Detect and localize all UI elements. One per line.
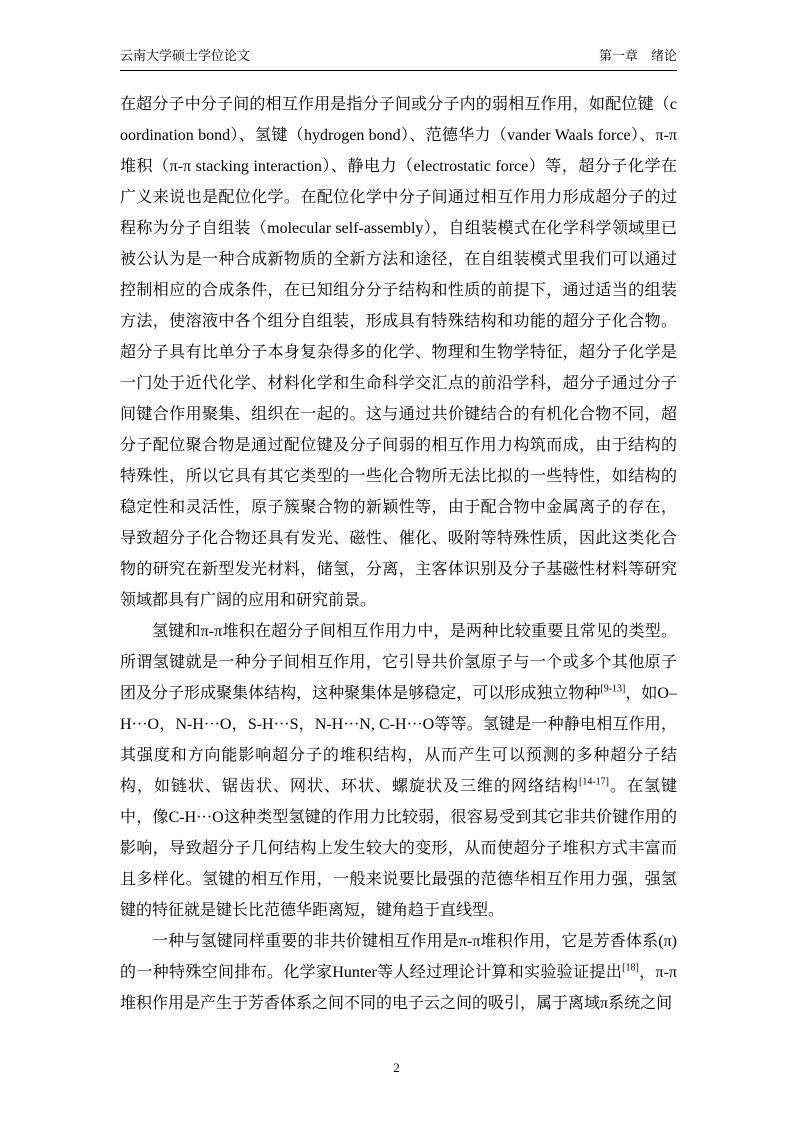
paragraph-3 — [120, 926, 677, 1019]
paragraph-3-part-2: ，π-π堆积作用是产生于芳香体系之间不同的电子云之间的吸引，属于离域π系统之间 — [120, 964, 677, 1012]
citation-9-13: [9-13] — [600, 683, 626, 695]
paragraph-1: 在超分子中分子间的相互作用是指分子间或分子内的弱相互作用，如配位键（coordination bond）、氢键（hydrogen bond）、范德华力（vander Waals force）、π-π堆积（π-π stacking interaction）、静电力（electrostatic force）等，超分子化学在广义来说也是配位化学。在配位化学中分子间通过相互作用力形成超分子的过程称为分子自组装（molecular self-assembly），自组装模式在化学科学领域里已被公认为是一种合成新物质的全新方法和途径，在自组装模式里我们可以通过控制相应的合成条件，在已知组分分子结构和性质的前提下，通过适当的组装方法，使溶液中各个组分自组装，形成具有特殊结构和功能的超分子化合物。超分子具有比单分子本身复杂得多的化学、物理和生物学特征，超分子化学是一门处于近代化学、材料化学和生命科学交汇点的前沿学科，超分子通过分子间键合作用聚集、组织在一起的。这与通过共价键结合的有机化合物不同，超分子配位聚合物是通过配位键及分子间弱的相互作用力构筑而成，由于结构的特殊性，所以它具有其它类型的一些化合物所无法比拟的一些特性，如结构的稳定性和灵活性，原子簇聚合物的新颖性等，由于配合物中金属离子的存在，导致超分子化合物还具有发光、磁性、催化、吸附等特殊性质，因此这类化合物的研究在新型发光材料，储氢，分离，主客体识别及分子基磁性材料等研究领域都具有广阔的应用和研究前景。 — [120, 96, 677, 609]
header-thesis-title: 云南大学硕士学位论文 — [120, 48, 251, 63]
header-chapter-title: 第一章 绪论 — [598, 48, 677, 63]
paragraph-3-part-1: 一种与氢键同样重要的非共价键相互作用是π-π堆积作用，它是芳香体系(π)的一种特殊空间排布。化学家Hunter等人经过理论计算和实验验证提出 — [120, 933, 677, 981]
paragraph-2-part-2: ，如O–H···O，N-H···O，S-H···S，N-H···N, C-H···O等等。氢键是一种静电相互作用，其强度和方向能影响超分子的堆积结构，从而产生可以预测的多种超分子结构，如链状、锯齿状、网状、环状、螺旋状及三维的网络结构 — [120, 685, 677, 795]
paragraph-2-part-3: 。在氢键中，像C-H···O这种类型氢键的作用力比较弱，很容易受到其它非共价键作用的影响，导致超分子几何结构上发生较大的变形，从而使超分子堆积方式丰富而且多样化。氢键的相互作用，一般来说要比最强的范德华相互作用力强，强氢键的特征就是键长比范德华距离短，键角趋于直线型。 — [120, 778, 677, 919]
body-text — [120, 89, 677, 1019]
paragraph-2-part-1: 氢键和π-π堆积在超分子间相互作用力中，是两种比较重要且常见的类型。所谓氢键就是一种分子间相互作用，它引导共价氢原子与一个或多个其他原子团及分子形成聚集体结构，这种聚集体是够稳定，可以形成独立物种 — [120, 623, 677, 702]
citation-18: [18] — [622, 962, 639, 974]
running-header — [120, 44, 677, 68]
header-divider — [120, 70, 677, 71]
page-number: 2 — [393, 1060, 400, 1075]
paragraph-2 — [120, 616, 677, 926]
citation-14-17: [14-17] — [578, 776, 609, 788]
